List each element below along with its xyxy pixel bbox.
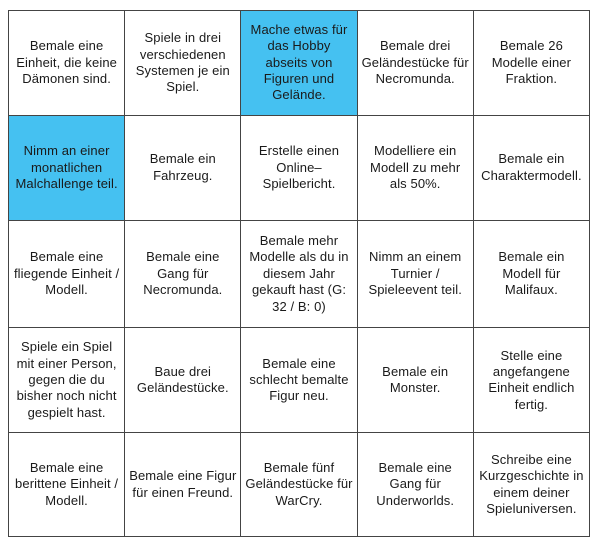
bingo-cell[interactable] <box>358 433 473 536</box>
bingo-cell[interactable] <box>9 11 124 115</box>
bingo-cell[interactable] <box>9 116 124 220</box>
cell-text: Bemale eine Figur für einen Freund. <box>129 468 237 500</box>
bingo-grid <box>8 10 590 537</box>
bingo-cell[interactable] <box>358 116 473 220</box>
cell-text: Bemale eine Gang für Underworlds. <box>376 460 455 508</box>
cell-text: Stelle eine angefangene Einheit endlich fertig. <box>488 347 575 412</box>
bingo-cell[interactable] <box>474 11 589 115</box>
cell-text: Spiele ein Spiel mit einer Person, gegen die du bisher noch nicht gespielt hast. <box>16 339 117 420</box>
cell-text: Bemale ein Monster. <box>382 363 449 396</box>
bingo-cell[interactable] <box>241 433 356 536</box>
cell-text: Bemale 26 Modelle einer Fraktion. <box>491 38 572 87</box>
bingo-cell[interactable] <box>125 328 240 432</box>
bingo-cell[interactable] <box>241 116 356 220</box>
cell-text: Modelliere ein Modell zu mehr als 50%. <box>370 143 461 191</box>
cell-text: Bemale eine Einheit, die keine Dämonen sind. <box>16 38 117 87</box>
cell-text: Nimm an einem Turnier / Spieleevent teil. <box>368 249 462 298</box>
bingo-cell[interactable] <box>474 433 589 536</box>
bingo-cell[interactable] <box>474 221 589 328</box>
cell-text: Bemale eine fliegende Einheit / Modell. <box>13 249 120 298</box>
bingo-cell[interactable] <box>125 221 240 328</box>
cell-text: Erstelle einen Online–Spielbericht. <box>258 143 340 191</box>
bingo-cell[interactable] <box>241 328 356 432</box>
cell-text: Bemale ein Charaktermodell. <box>481 151 582 183</box>
bingo-cell[interactable] <box>125 116 240 220</box>
bingo-cell[interactable] <box>125 11 240 115</box>
bingo-cell[interactable] <box>9 221 124 328</box>
bingo-cell[interactable] <box>358 221 473 328</box>
cell-text: Nimm an einer monatlichen Malchallenge teil. <box>15 143 118 191</box>
bingo-cell[interactable] <box>358 11 473 115</box>
bingo-cell[interactable] <box>474 328 589 432</box>
cell-text: Bemale mehr Modelle als du in diesem Jahr gekauft hast (G: 32 / B: 0) <box>249 233 349 314</box>
cell-text: Bemale ein Fahrzeug. <box>149 151 216 183</box>
bingo-cell[interactable] <box>241 11 356 115</box>
cell-text: Bemale ein Modell für Malifaux. <box>498 249 565 298</box>
cell-text: Bemale drei Geländestücke für Necromunda. <box>361 38 469 87</box>
bingo-cell[interactable] <box>358 328 473 432</box>
cell-text: Spiele in drei verschiedenen Systemen je ein Spiel. <box>135 30 230 95</box>
bingo-cell[interactable] <box>474 116 589 220</box>
cell-text: Bemale eine Gang für Necromunda. <box>143 249 223 298</box>
cell-text: Baue drei Geländestücke. <box>136 363 229 396</box>
cell-text: Bemale eine schlecht bemalte Figur neu. <box>249 355 349 404</box>
bingo-cell[interactable] <box>9 433 124 536</box>
cell-text: Schreibe eine Kurzgeschichte in einem deiner Spieluniversen. <box>479 451 584 516</box>
bingo-cell[interactable] <box>125 433 240 536</box>
cell-text: Bemale fünf Geländestücke für WarCry. <box>245 460 353 508</box>
cell-text: Bemale eine berittene Einheit / Modell. <box>15 460 119 508</box>
bingo-cell[interactable] <box>9 328 124 432</box>
cell-text: Mache etwas für das Hobby abseits von Figuren und Gelände. <box>250 21 348 103</box>
bingo-cell[interactable] <box>241 221 356 328</box>
